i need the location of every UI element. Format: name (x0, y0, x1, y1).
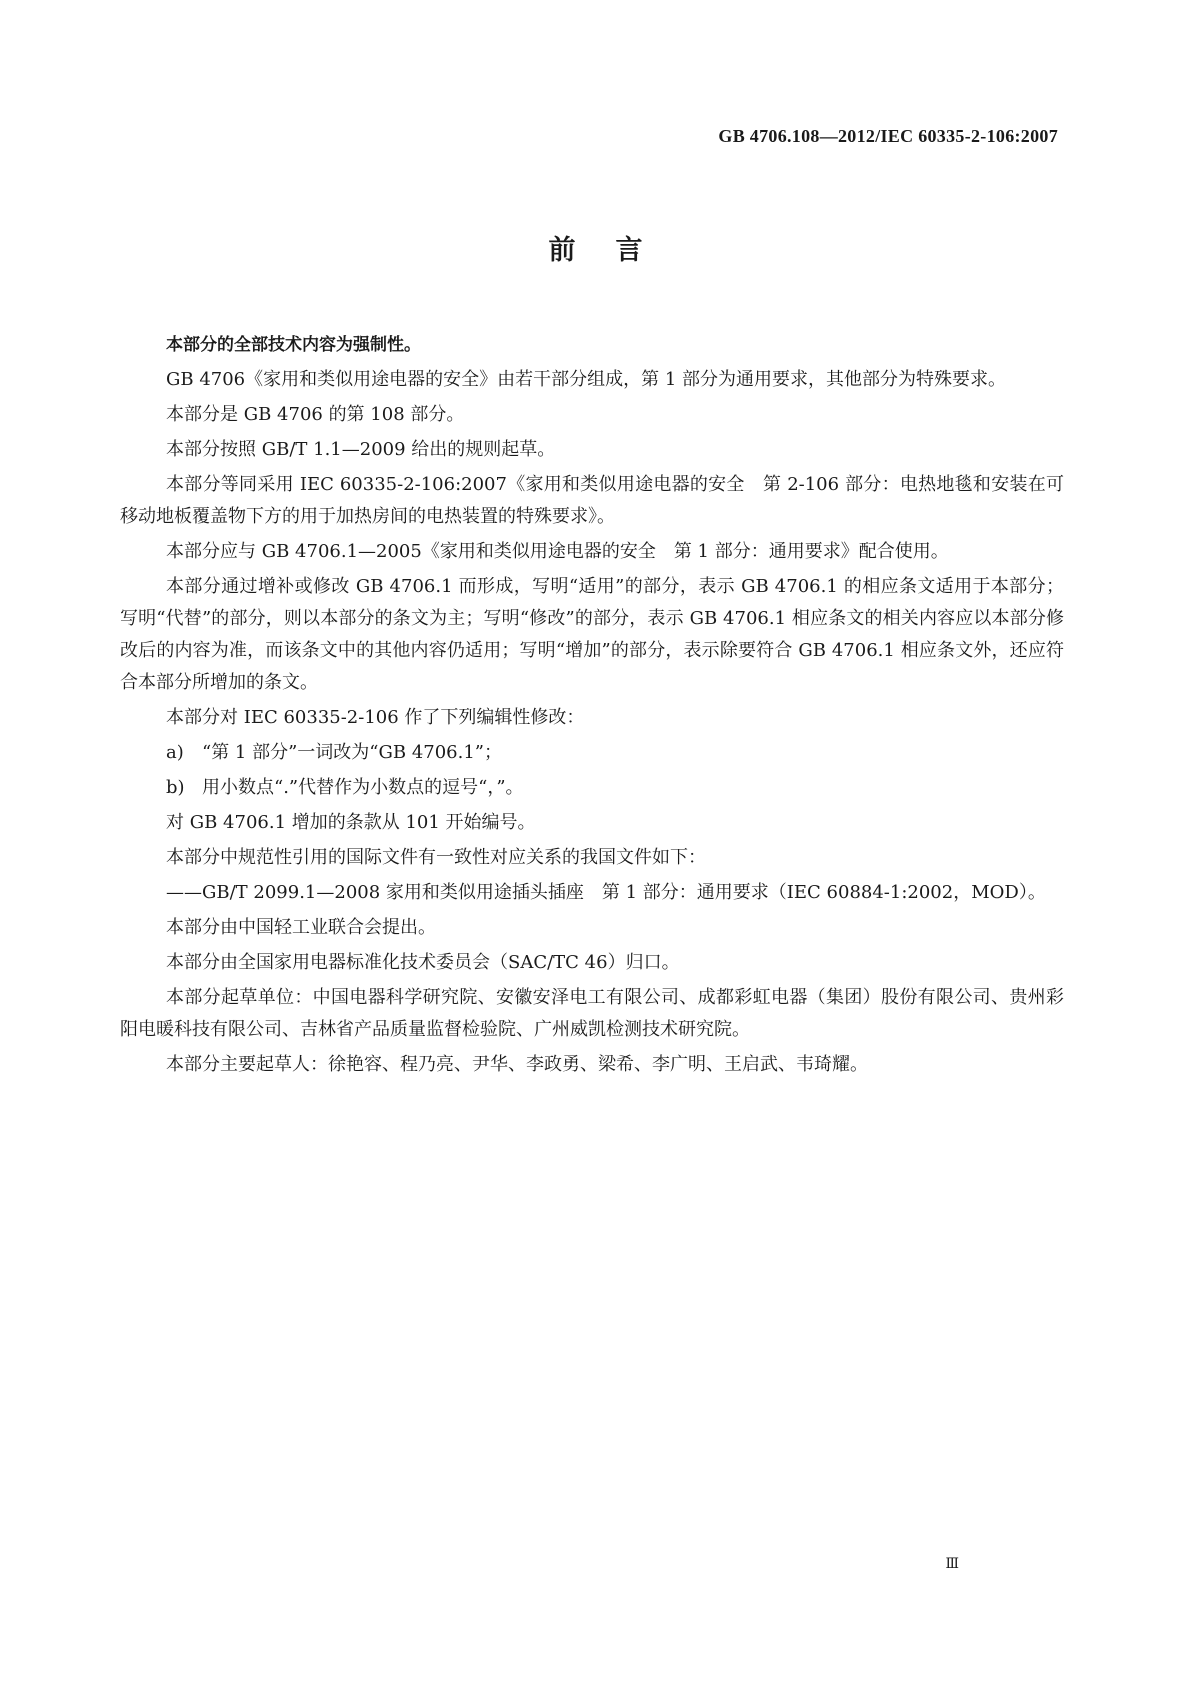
paragraph: 本部分由全国家用电器标准化技术委员会（SAC/TC 46）归口。 (166, 952, 680, 973)
paragraph: 本部分应与 GB 4706.1—2005《家用和类似用途电器的安全 第 1 部分：通用要求》配合使用。 (166, 541, 949, 562)
page-title: 前言 (548, 235, 683, 266)
mandatory-statement: 本部分的全部技术内容为强制性。 (166, 335, 421, 355)
list-marker: b) (166, 777, 185, 798)
paragraph: 本部分对 IEC 60335-2-106 作了下列编辑性修改： (166, 707, 585, 728)
list-item (120, 737, 1064, 769)
paragraph: 本部分等同采用 IEC 60335-2-106:2007《家用和类似用途电器的安全 第 2-106 部分：电热地毯和安装在可移动地板覆盖物下方的用于加热房间的电热装置的特殊要求》。 (120, 474, 1064, 527)
paragraph: 本部分是 GB 4706 的第 108 部分。 (166, 404, 465, 425)
paragraph: 本部分起草单位：中国电器科学研究院、安徽安泽电工有限公司、成都彩虹电器（集团）股份有限公司、贵州彩阳电暖科技有限公司、吉林省产品质量监督检验院、广州威凯检测技术研究院。 (120, 987, 1064, 1040)
paragraph: 本部分主要起草人：徐艳容、程乃亮、尹华、李政勇、梁希、李广明、王启武、韦琦耀。 (166, 1054, 868, 1075)
page-number: Ⅲ (945, 1557, 959, 1572)
list-item-text: “第 1 部分”一词改为“GB 4706.1”； (202, 742, 503, 763)
paragraph: 本部分由中国轻工业联合会提出。 (166, 917, 436, 938)
reference-dash: —— (166, 882, 202, 903)
paragraph: 本部分通过增补或修改 GB 4706.1 而形成，写明“适用”的部分，表示 GB 4706.1 的相应条文适用于本部分；写明“代替”的部分，则以本部分的条文为主；写明“修改”的部分，表示 GB 4706.1 相应条文的相关内容应以本部分修改后的内容为准，而该条文中的其他内容仍适用；写明“增加”的部分，表示除要符合 GB 4706.1 相应条文外，还应符合本部分所增加的条文。 (120, 576, 1064, 693)
list-item (120, 772, 1064, 804)
reference-item (120, 877, 1064, 909)
paragraph: 本部分按照 GB/T 1.1—2009 给出的规则起草。 (166, 439, 556, 460)
list-item-text: 用小数点“.”代替作为小数点的逗号“，”。 (202, 777, 524, 798)
paragraph: GB 4706《家用和类似用途电器的安全》由若干部分组成，第 1 部分为通用要求，其他部分为特殊要求。 (166, 369, 1007, 390)
foreword-body (120, 329, 1064, 1084)
standard-number-header: GB 4706.108—2012/IEC 60335-2-106:2007 (718, 126, 1058, 146)
paragraph: 对 GB 4706.1 增加的条款从 101 开始编号。 (166, 812, 536, 833)
list-marker: a) (166, 742, 184, 763)
reference-text: GB/T 2099.1—2008 家用和类似用途插头插座 第 1 部分：通用要求（IEC 60884-1:2002，MOD）。 (202, 882, 1046, 903)
paragraph: 本部分中规范性引用的国际文件有一致性对应关系的我国文件如下： (166, 847, 706, 868)
